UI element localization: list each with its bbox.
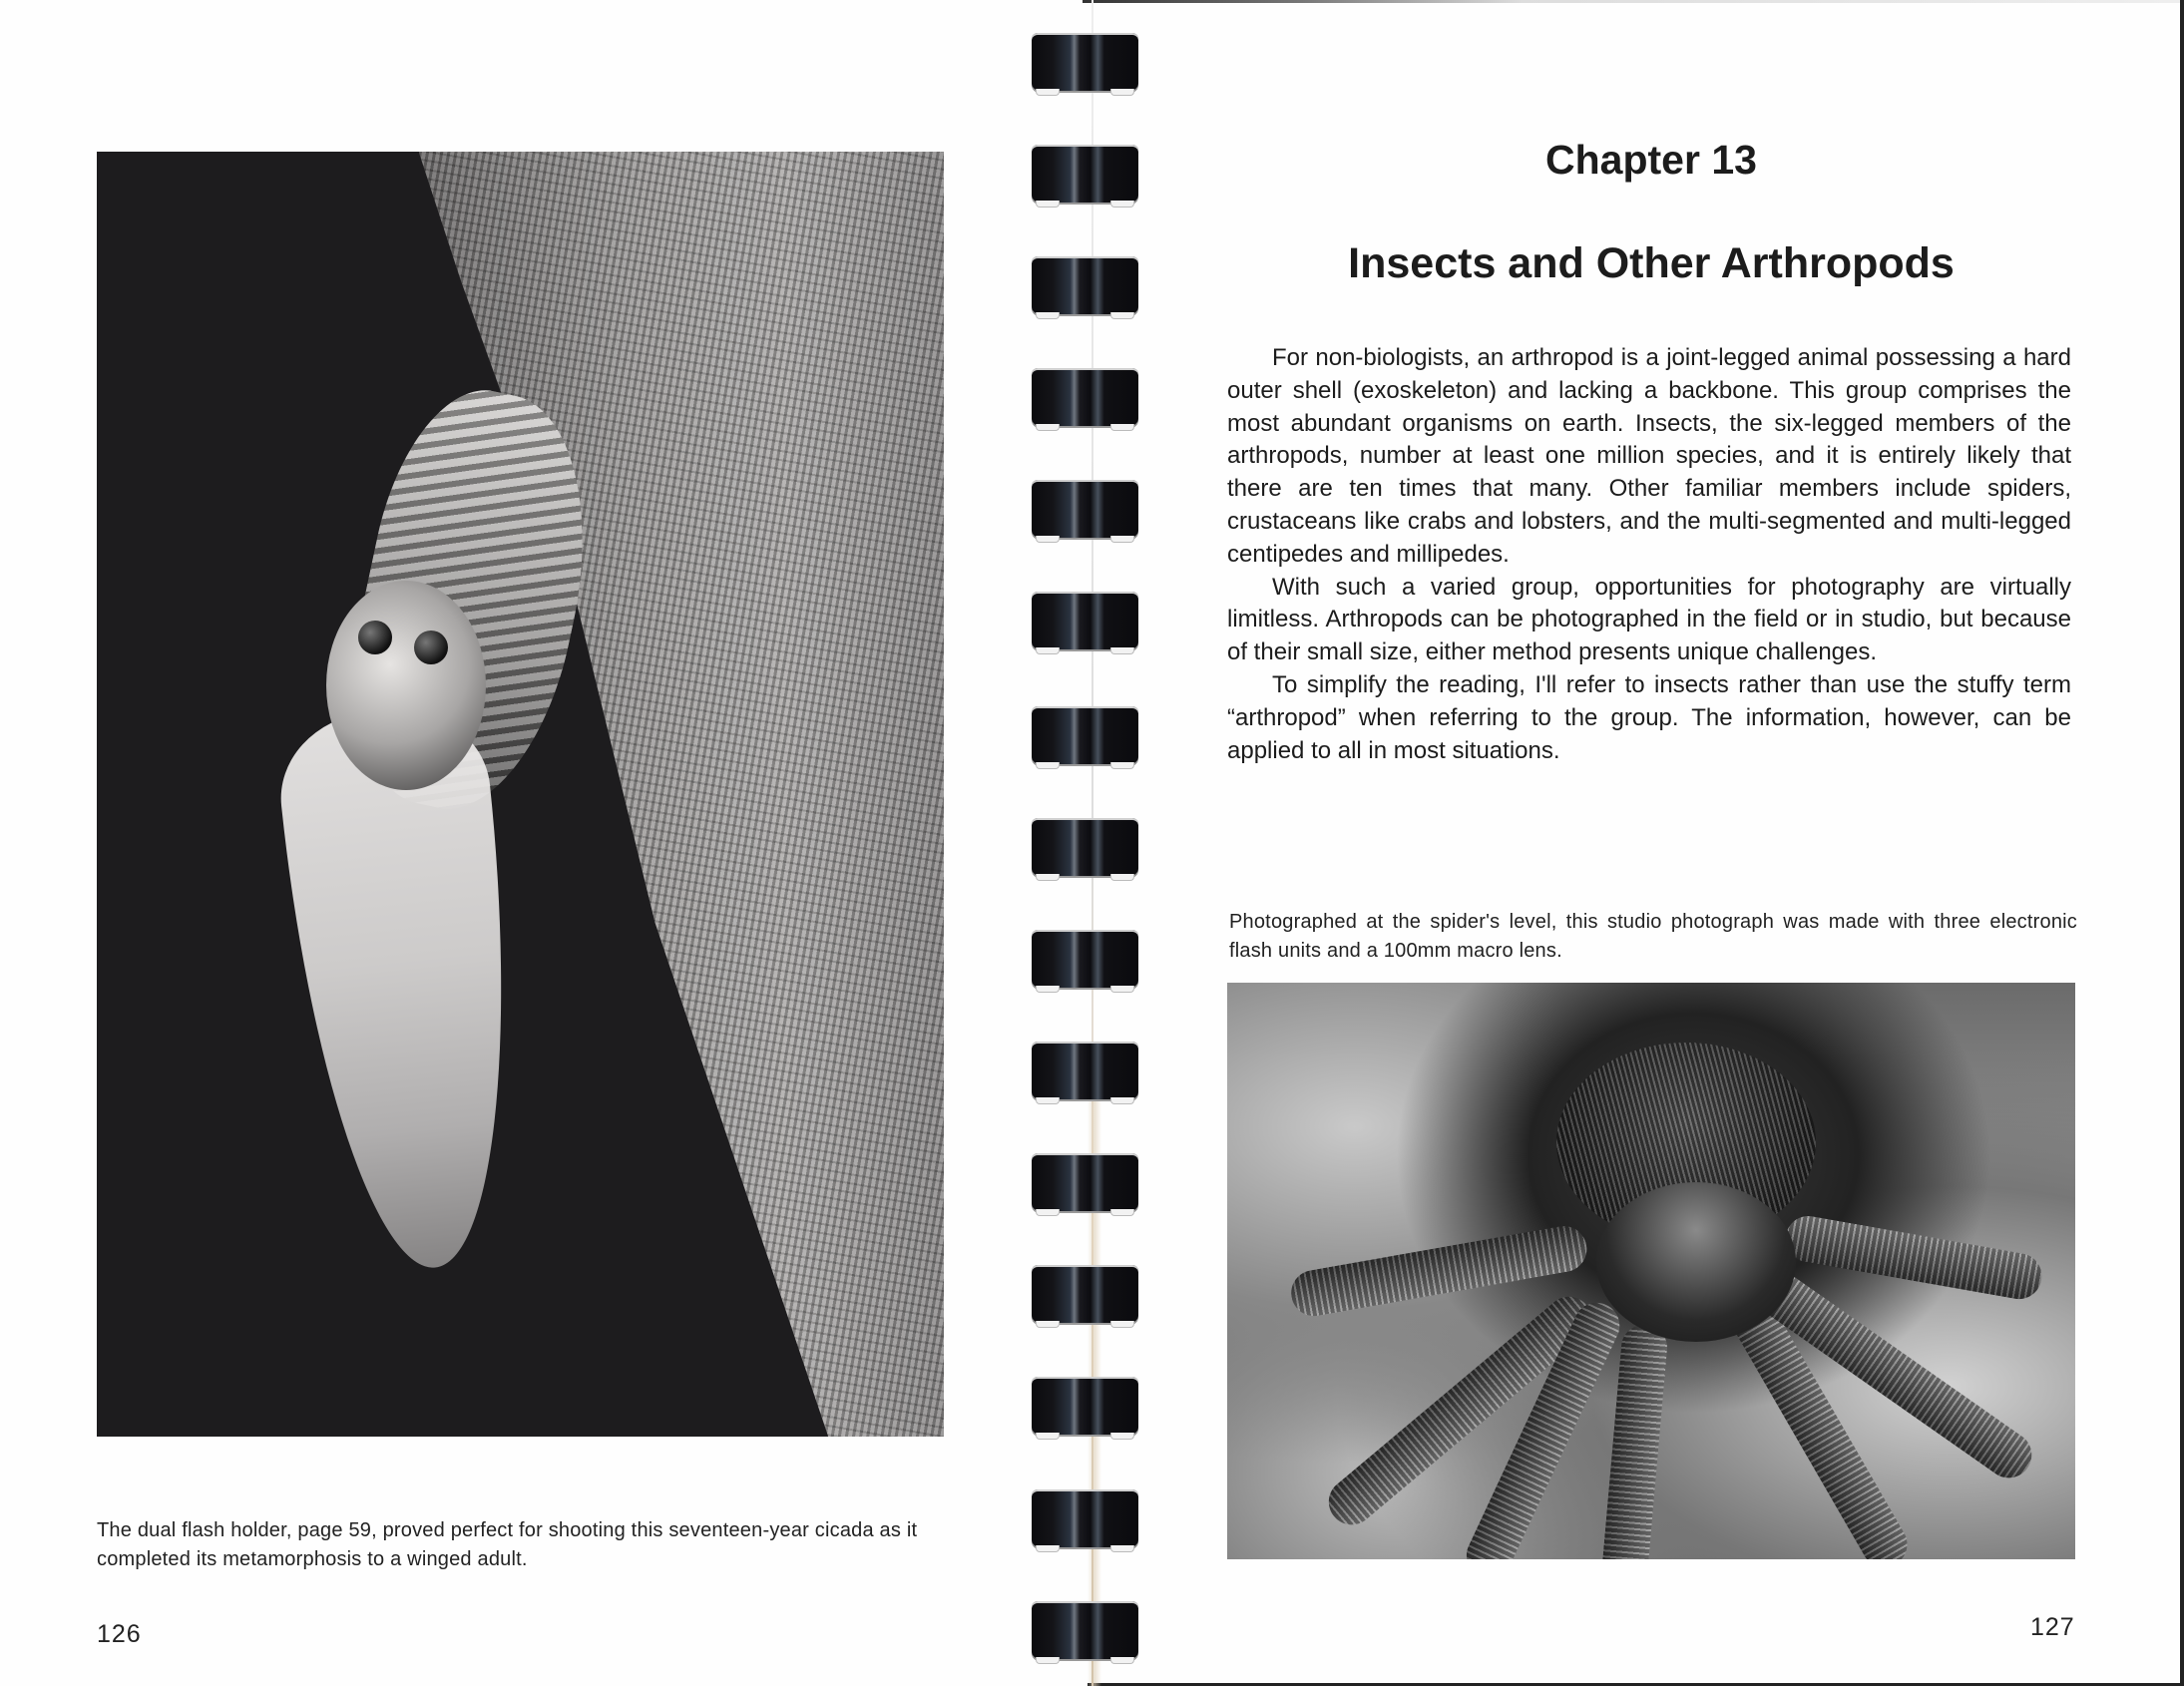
cicada-photo — [97, 152, 944, 1437]
tree-bark — [419, 152, 944, 1437]
page-right-edge — [2180, 0, 2184, 1686]
body-paragraph: With such a varied group, opportunities for photography are virtually limitless. Arthropods can be photographed in the field or in studio, but because of their small size, either method presents unique challenges. — [1227, 573, 2071, 666]
binding-ring — [1032, 1042, 1138, 1101]
binding-ring — [1032, 930, 1138, 990]
binding-ring — [1032, 145, 1138, 205]
spider-cephalothorax — [1596, 1182, 1796, 1342]
binding-ring — [1032, 592, 1138, 651]
cicada-eye — [414, 631, 448, 664]
binding-ring — [1032, 1601, 1138, 1661]
binding-ring — [1032, 480, 1138, 540]
binding-ring — [1032, 706, 1138, 766]
page-top-edge — [1083, 0, 2180, 3]
binding-ring — [1032, 256, 1138, 316]
chapter-title: Insects and Other Arthropods — [1348, 239, 1955, 287]
body-paragraph: For non-biologists, an arthropod is a joint-legged animal possessing a hard outer shell (exoskeleton) and lacking a backbone. This group comprises the most abundant organisms on earth. Insects, the six-legged members of the arthropods, number at least one million species, and it is entirely likely that there are ten times that many. Other familiar members include spiders, crustaceans like crabs and lobsters, and the multi-segmented and multi-legged centipedes and millipedes. — [1227, 344, 2071, 568]
spider-leg — [1288, 1222, 1590, 1319]
page-number-left: 126 — [97, 1620, 142, 1648]
cicada-photo-caption: The dual flash holder, page 59, proved perfect for shooting this seventeen-year cicada as it completed its metamorphosis to a winged adult. — [97, 1519, 918, 1570]
binding-ring — [1032, 33, 1138, 93]
chapter-body — [1227, 342, 2071, 767]
left-page — [0, 0, 1088, 1686]
binding-ring — [1032, 1265, 1138, 1325]
binding-ring — [1032, 818, 1138, 878]
binding-ring — [1032, 1153, 1138, 1213]
binding-ring — [1032, 1377, 1138, 1437]
tarantula-photo — [1227, 983, 2075, 1559]
body-paragraph: To simplify the reading, I'll refer to insects rather than use the stuffy term “arthropod” when referring to the group. The information, however, can be applied to all in most situations. — [1227, 670, 2071, 764]
spider-photo-caption: Photographed at the spider's level, this studio photograph was made with three electronic flash units and a 100mm macro lens. — [1229, 911, 2077, 962]
chapter-label: Chapter 13 — [1545, 137, 1757, 183]
spider-leg — [1782, 1212, 2045, 1302]
cicada-eye — [358, 621, 392, 654]
page-number-right: 127 — [2030, 1613, 2075, 1641]
spider-leg — [1600, 1323, 1668, 1559]
binding-ring — [1032, 1489, 1138, 1549]
binding-ring — [1032, 368, 1138, 428]
cicada-head — [326, 581, 486, 790]
